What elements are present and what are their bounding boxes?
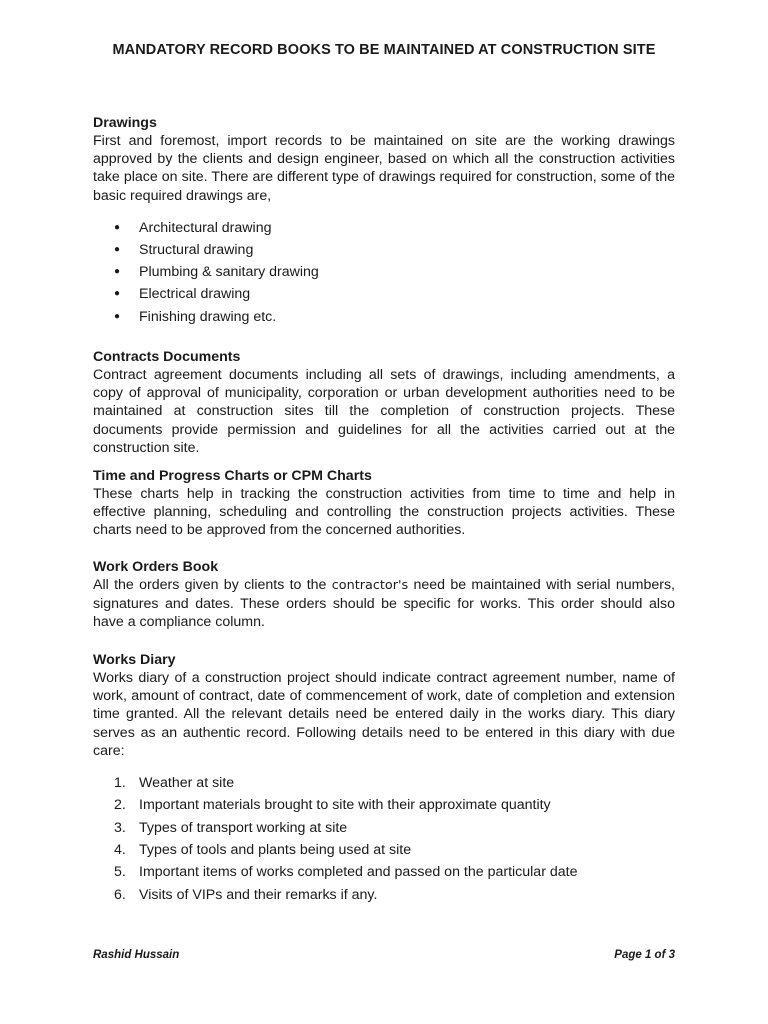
section-heading-works-diary: Works Diary	[93, 652, 176, 668]
list-item: ● Structural drawing	[93, 239, 675, 261]
section-body-charts: These charts help in tracking the construction activities from time to time and help in effective planning, scheduling and controlling the construction projects activities. These charts need to be approved from the concerned authorities.	[93, 486, 675, 539]
list-item: ● Architectural drawing	[93, 217, 675, 239]
section-body-drawings: First and foremost, import records to be maintained on site are the working drawings approved by the clients and design engineer, based on which all the construction activities take place on site. There are different type of drawings required for construction, some of the basic required drawings are,	[93, 133, 675, 204]
document-title: MANDATORY RECORD BOOKS TO BE MAINTAINED AT CONSTRUCTION SITE	[112, 42, 656, 58]
section-body-contracts: Contract agreement documents including all sets of drawings, including amendments, a copy of approval of municipality, corporation or urban development authorities need to be maintained at construction sites till the completion of construction projects. These documents provide permission and guidelines for all the activities carried out at the construction site.	[93, 367, 675, 456]
section-heading-work-orders: Work Orders Book	[93, 559, 219, 575]
bullet-icon: ●	[114, 221, 121, 233]
section-work-orders	[93, 558, 675, 632]
list-item: 6. Visits of VIPs and their remarks if any.	[114, 886, 378, 903]
bullet-icon: ●	[114, 244, 121, 255]
section-heading-charts: Time and Progress Charts or CPM Charts	[93, 468, 372, 484]
section-works-diary	[93, 651, 675, 906]
section-drawings	[93, 114, 675, 328]
section-heading-drawings: Drawings	[93, 115, 157, 131]
bullet-icon: ●	[114, 310, 121, 322]
list-item: 4. Types of tools and plants being used at site	[114, 841, 412, 858]
contractor-word: contractor's	[331, 578, 409, 593]
footer-page-number: Page 1 of 3	[614, 949, 675, 961]
list-item: 3. Types of transport working at site	[114, 819, 348, 836]
bullet-icon: ●	[114, 266, 121, 278]
section-heading-contracts: Contracts Documents	[93, 349, 241, 365]
section-body-work-orders: All the orders given by clients to the contractor's need be maintained with serial numbers, signatures and dates. These orders should be specific for works. This order should also have a compliance column.	[93, 577, 675, 631]
list-item: ● Finishing drawing etc.	[93, 306, 675, 328]
bullet-icon: ●	[114, 288, 121, 300]
section-body-works-diary: Works diary of a construction project should indicate contract agreement number, name of work, amount of contract, date of commencement of work, date of completion and extension time granted. All the relevant details need be entered daily in the works diary. This diary serves as an authentic record. Following details need to be entered in this diary with due care:	[93, 670, 675, 759]
works-diary-list	[93, 772, 675, 906]
list-item: ● Plumbing & sanitary drawing	[93, 261, 675, 283]
list-item: 2. Important materials brought to site with their approximate quantity	[114, 797, 551, 814]
drawings-list	[93, 217, 675, 328]
list-item: 1. Weather at site	[114, 775, 235, 792]
list-item: ● Electrical drawing	[93, 283, 675, 305]
footer-author: Rashid Hussain	[93, 949, 180, 961]
section-contracts	[93, 348, 675, 457]
list-item: 5. Important items of works completed and passed on the particular date	[114, 864, 578, 881]
section-charts	[93, 467, 675, 540]
